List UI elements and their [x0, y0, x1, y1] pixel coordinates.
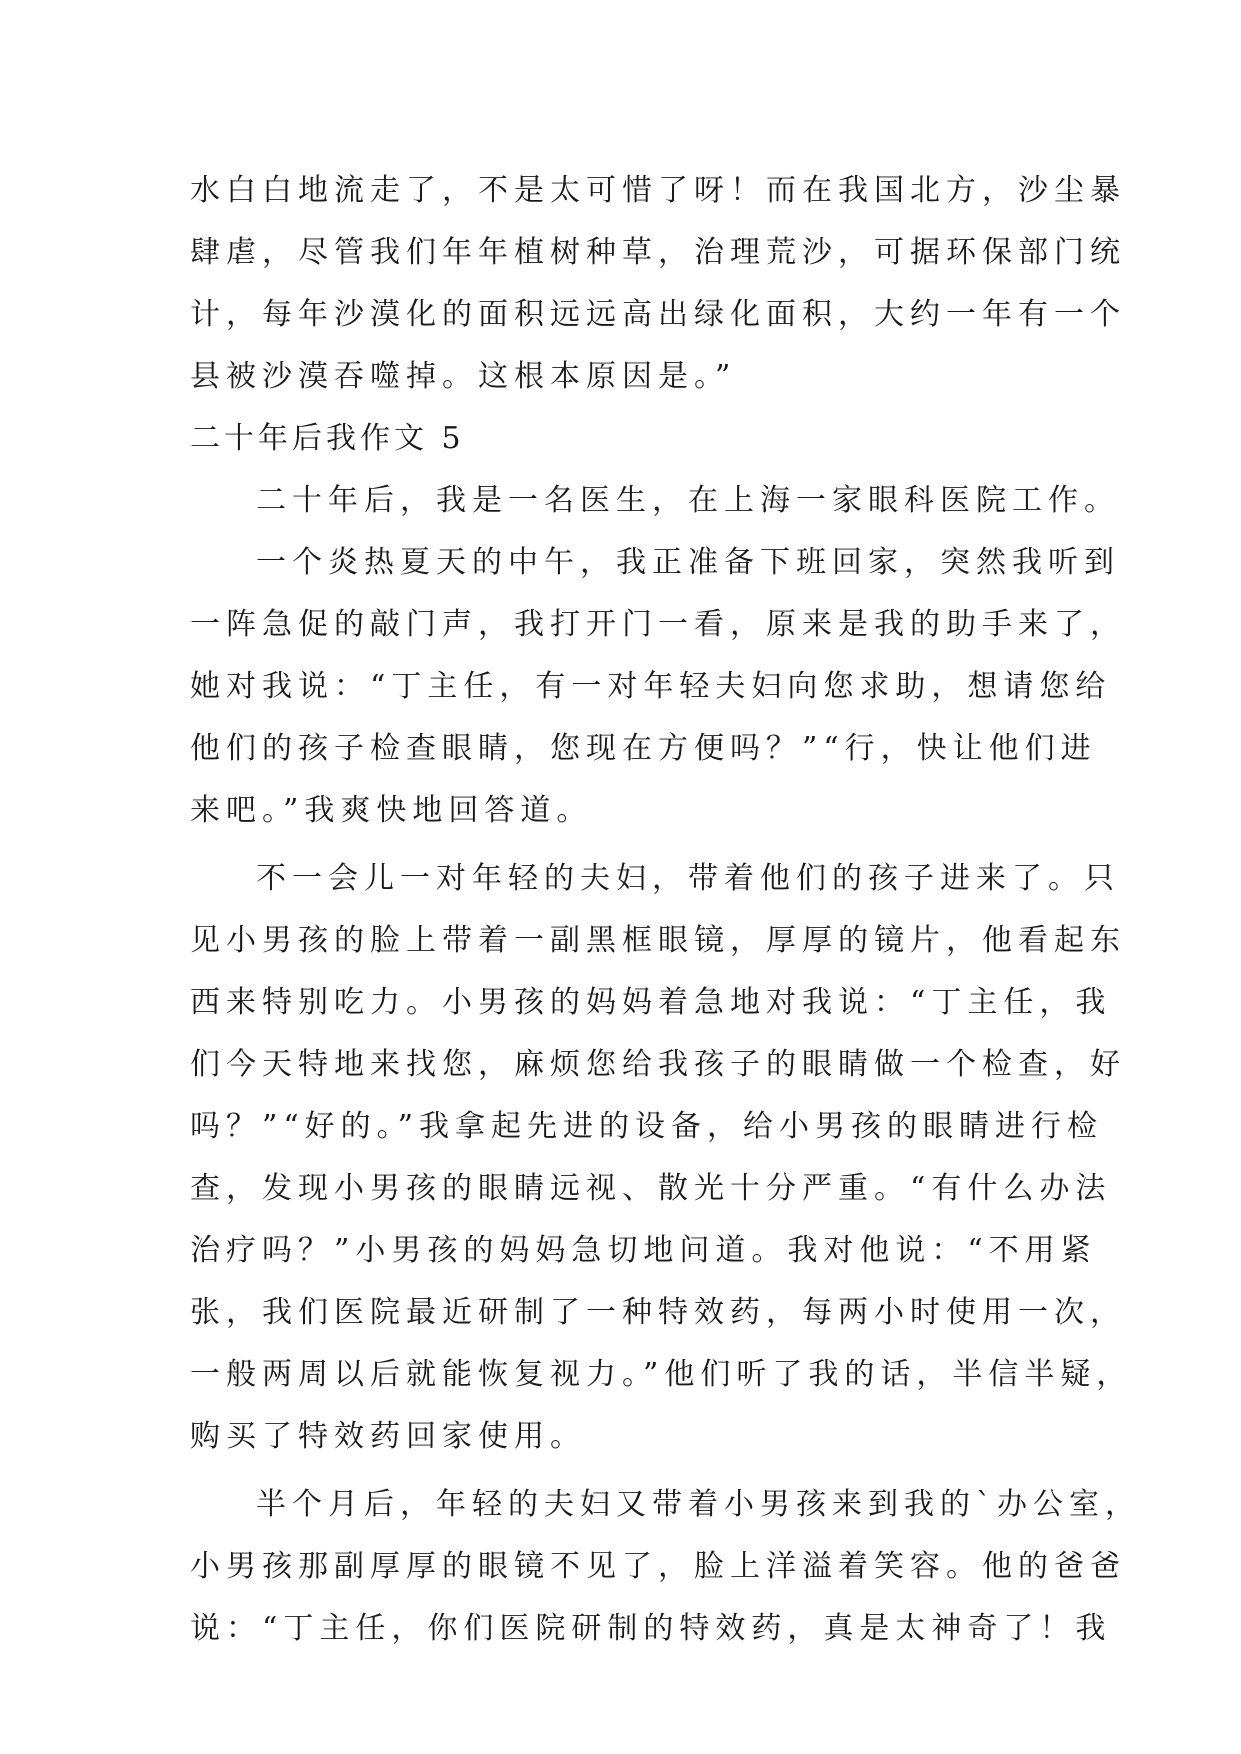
document-body [190, 160, 1141, 1660]
text-line: 张，我们医院最近研制了一种特效药，每两小时使用一次， [190, 1295, 1126, 1330]
paragraph-start: 二十年后，我是一名医生，在上海一家眼科医院工作。 [256, 483, 1120, 518]
text-line: 一阵急促的敲门声，我打开门一看，原来是我的助手来了， [190, 607, 1126, 642]
text-line: 一般两周以后就能恢复视力。”他们听了我的话，半信半疑， [190, 1357, 1133, 1392]
text-line: 计，每年沙漠化的面积远远高出绿化面积，大约一年有一个 [190, 297, 1126, 332]
section-heading: 二十年后我作文 5 [190, 421, 465, 456]
text-line: 西来特别吃力。小男孩的妈妈着急地对我说：“丁主任，我 [190, 985, 1112, 1020]
paragraph-start: 半个月后，年轻的夫妇又带着小男孩来到我的`办公室， [256, 1487, 1141, 1522]
text-line: 说：“丁主任，你们医院研制的特效药，真是太神奇了！我 [190, 1611, 1112, 1646]
text-line: 他们的孩子检查眼睛，您现在方便吗？”“行，快让他们进 [190, 731, 1097, 766]
text-line: 水白白地流走了，不是太可惜了呀！而在我国北方，沙尘暴 [190, 173, 1126, 208]
text-line: 县被沙漠吞噬掉。这根本原因是。” [190, 359, 737, 394]
paragraph-start: 不一会儿一对年轻的夫妇，带着他们的孩子进来了。只 [256, 861, 1120, 896]
text-line: 见小男孩的脸上带着一副黑框眼镜，厚厚的镜片，他看起东 [190, 923, 1126, 958]
text-line: 们今天特地来找您，麻烦您给我孩子的眼睛做一个检查，好 [190, 1047, 1126, 1082]
text-line: 吗？”“好的。”我拿起先进的设备，给小男孩的眼睛进行检 [190, 1109, 1104, 1144]
text-line: 她对我说：“丁主任，有一对年轻夫妇向您求助，想请您给 [190, 669, 1112, 704]
text-line: 来吧。”我爽快地回答道。 [190, 793, 593, 828]
text-line: 小男孩那副厚厚的眼镜不见了，脸上洋溢着笑容。他的爸爸 [190, 1549, 1126, 1584]
paragraph-start: 一个炎热夏天的中午，我正准备下班回家，突然我听到 [256, 545, 1120, 580]
text-line: 购买了特效药回家使用。 [190, 1419, 586, 1454]
text-line: 治疗吗？”小男孩的妈妈急切地问道。我对他说：“不用紧 [190, 1233, 1097, 1268]
text-line: 查，发现小男孩的眼睛远视、散光十分严重。“有什么办法 [190, 1171, 1112, 1206]
text-line: 肆虐，尽管我们年年植树种草，治理荒沙，可据环保部门统 [190, 235, 1126, 270]
